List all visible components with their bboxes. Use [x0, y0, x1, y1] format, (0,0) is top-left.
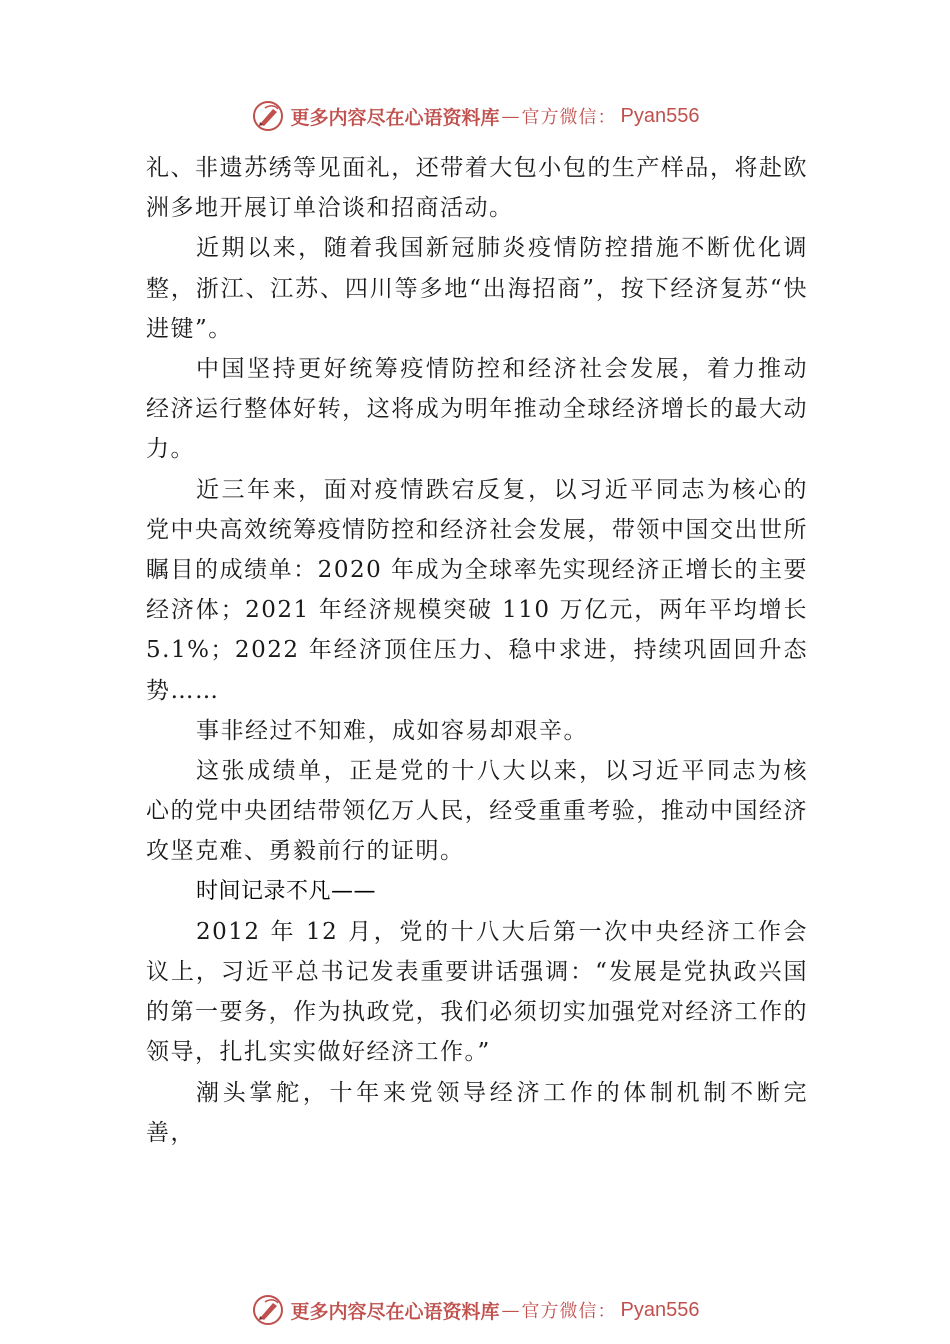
watermark-wechat-label: 官方微信： — [521, 107, 617, 128]
paragraph-8: 潮头掌舵，十年来党领导经济工作的体制机制不断完善， — [146, 1079, 808, 1146]
watermark-wechat-id: Pyan556 — [620, 1298, 700, 1321]
footer-watermark — [0, 1290, 950, 1330]
watermark-separator: — — [501, 105, 520, 127]
header-watermark — [0, 96, 950, 136]
watermark-wechat-label: 官方微信： — [521, 1301, 617, 1322]
paragraph-7: 2012 年 12 月，党的十八大后第一次中央经济工作会议上，习近平总书记发表重要讲话强调：“发展是党执政兴国的第一要务，作为执政党，我们必须切实加强党对经济工作的领导，扎扎实实做好经济工作。” — [146, 918, 808, 1066]
pen-logo-icon — [251, 99, 285, 133]
pen-logo-icon — [251, 1293, 285, 1327]
paragraph-4: 近三年来，面对疫情跌宕反复，以习近平同志为核心的党中央高效统筹疫情防控和经济社会发展，带领中国交出世所瞩目的成绩单：2020 年成为全球率先实现经济正增长的主要经济体；2021 年经济规模突破 110 万亿元，两年平均增长 5.1%；2022 年经济顶住压力、稳中求进，持续巩固回升态势…… — [146, 476, 808, 704]
watermark-title: 更多内容尽在心语资料库 — [290, 1300, 500, 1323]
watermark-separator: — — [501, 1299, 520, 1321]
watermark-title: 更多内容尽在心语资料库 — [290, 106, 500, 129]
section-heading: 时间记录不凡—— — [196, 878, 377, 904]
paragraph-3: 中国坚持更好统筹疫情防控和经济社会发展，着力推动经济运行整体好转，这将成为明年推动全球经济增长的最大动力。 — [146, 356, 808, 463]
paragraph-6: 这张成绩单，正是党的十八大以来，以习近平同志为核心的党中央团结带领亿万人民，经受重重考验，推动中国经济攻坚克难、勇毅前行的证明。 — [146, 758, 808, 865]
paragraph-5: 事非经过不知难，成如容易却艰辛。 — [196, 717, 588, 744]
paragraph-2: 近期以来，随着我国新冠肺炎疫情防控措施不断优化调整，浙江、江苏、四川等多地“出海招商”，按下经济复苏“快进键”。 — [146, 235, 808, 342]
document-body — [146, 148, 808, 1153]
watermark-wechat-id: Pyan556 — [620, 104, 700, 127]
paragraph-1: 礼、非遗苏绣等见面礼，还带着大包小包的生产样品，将赴欧洲多地开展订单洽谈和招商活动。 — [146, 155, 808, 222]
